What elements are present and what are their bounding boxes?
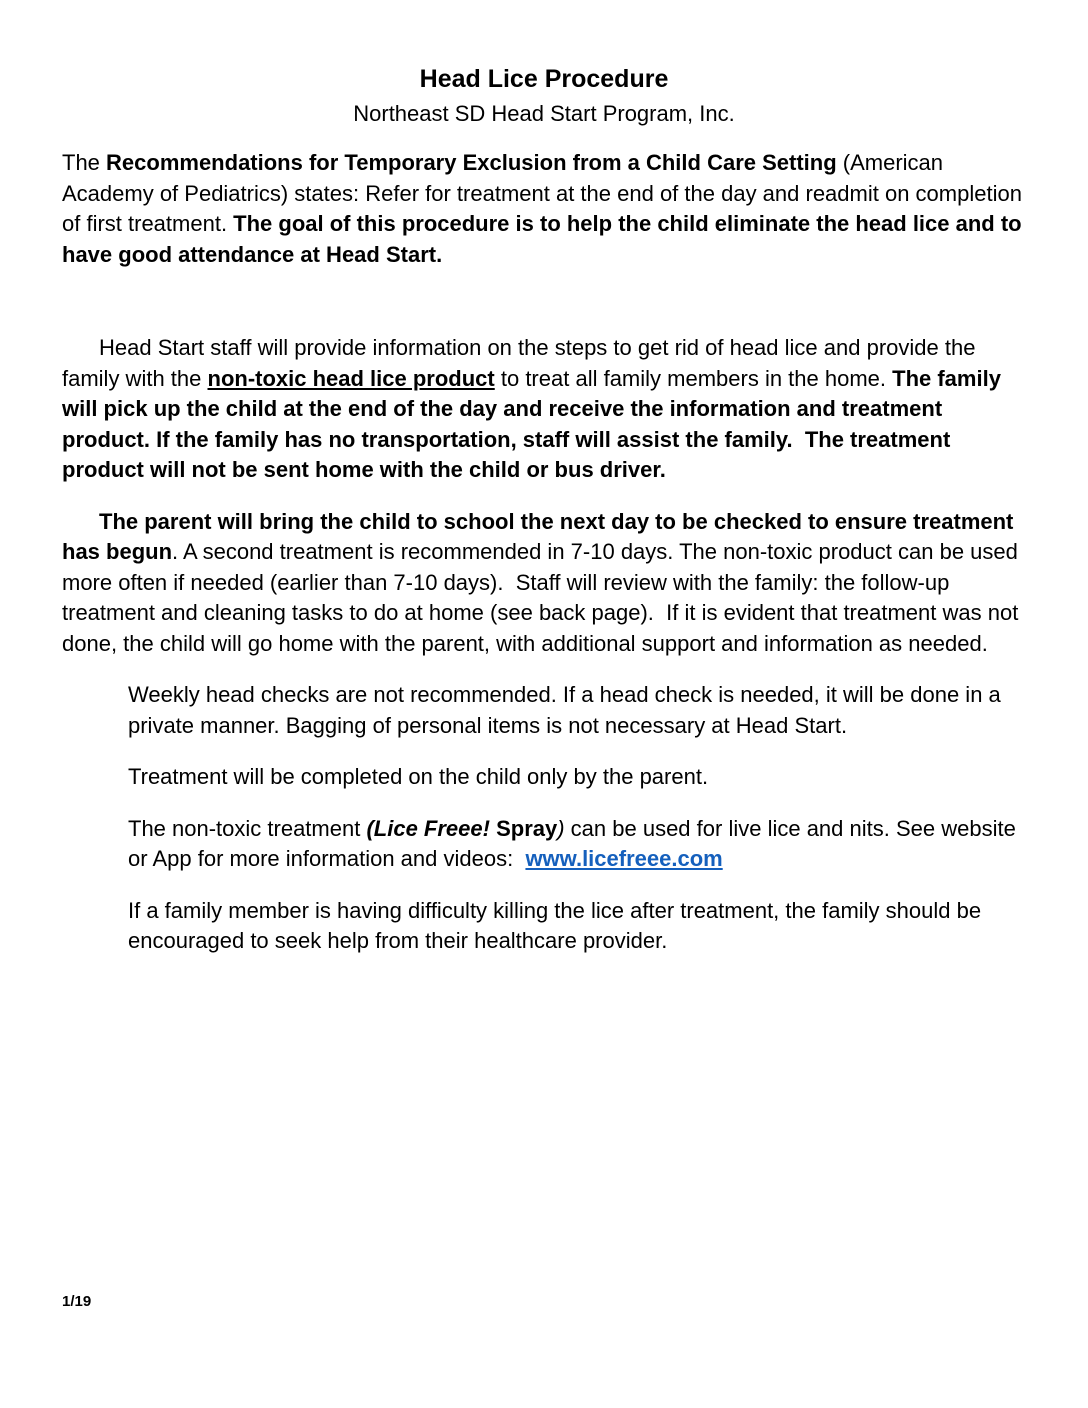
paragraph-treatment-by-parent: [128, 762, 1026, 793]
paragraph-exclusion-recommendation: [62, 148, 1029, 270]
text-segment: Spray: [496, 815, 558, 841]
text-segment: Weekly head checks are not recommended. If a head check is needed, it will be done in a private manner. Bagging of personal items is not necessary at Head Start.: [128, 682, 1007, 738]
text-segment: (American Academy of Pediatrics) states: Refer for treatment at the end of the day and readmit on completion of first treatment.: [62, 150, 1029, 236]
text-segment: Head Start staff will provide information on the steps to get rid of head lice and provide the family with the: [62, 335, 982, 391]
paragraph-parent-next-day: [62, 507, 1026, 660]
page-number: 1/19: [62, 1293, 92, 1310]
text-segment: The parent will bring the child to school the next day to be checked to ensure treatment has begun: [62, 508, 1020, 564]
page-title: Head Lice Procedure: [419, 65, 669, 93]
text-segment: The non-toxic treatment: [128, 815, 367, 841]
paragraph-weekly-head-checks: [128, 680, 1026, 741]
text-segment: The goal of this procedure is to help the child eliminate the head lice and to have good attendance at Head Start.: [62, 211, 1028, 267]
document-body: [62, 148, 1029, 957]
text-segment: to treat all family members in the home.: [494, 365, 893, 391]
text-segment: non-toxic head lice product: [207, 365, 495, 391]
text-segment: ): [557, 815, 565, 841]
paragraph-nontoxic-treatment: [128, 814, 1026, 875]
text-segment: The: [62, 150, 107, 175]
text-segment: If a family member is having difficulty killing the lice after treatment, the family should be encouraged to seek help from their healthcare provider.: [128, 897, 988, 953]
text-segment: . A second treatment is recommended in 7-10 days. The non-toxic product can be used more often if needed (earlier than 7-10 days). Staff will review with the family: the follow-up treatment and cleaning tasks to do at home (see back page). If it is evident that treatment was not done, the child will go home with the parent, with additional support and information as needed.: [62, 539, 1025, 656]
text-segment: Recommendations for Temporary Exclusion from a Child Care Setting: [106, 150, 837, 175]
text-segment: can be used for live lice and nits. See website or App for more information and videos:: [128, 815, 1022, 871]
licefreee-link[interactable]: www.licefreee.com: [525, 846, 723, 871]
text-segment: (Lice Freee!: [366, 815, 490, 841]
paragraph-staff-information: [62, 333, 1026, 486]
text-segment: Treatment will be completed on the child only by the parent.: [128, 764, 709, 789]
page-subtitle: Northeast SD Head Start Program, Inc.: [353, 101, 735, 126]
text-segment: The family will pick up the child at the end of the day and receive the information and treatment product. If the family has no transportation, staff will assist the family. The treatment product will not be sent home with the child or bus driver.: [62, 365, 1008, 482]
paragraph-healthcare-provider: [128, 896, 1026, 957]
